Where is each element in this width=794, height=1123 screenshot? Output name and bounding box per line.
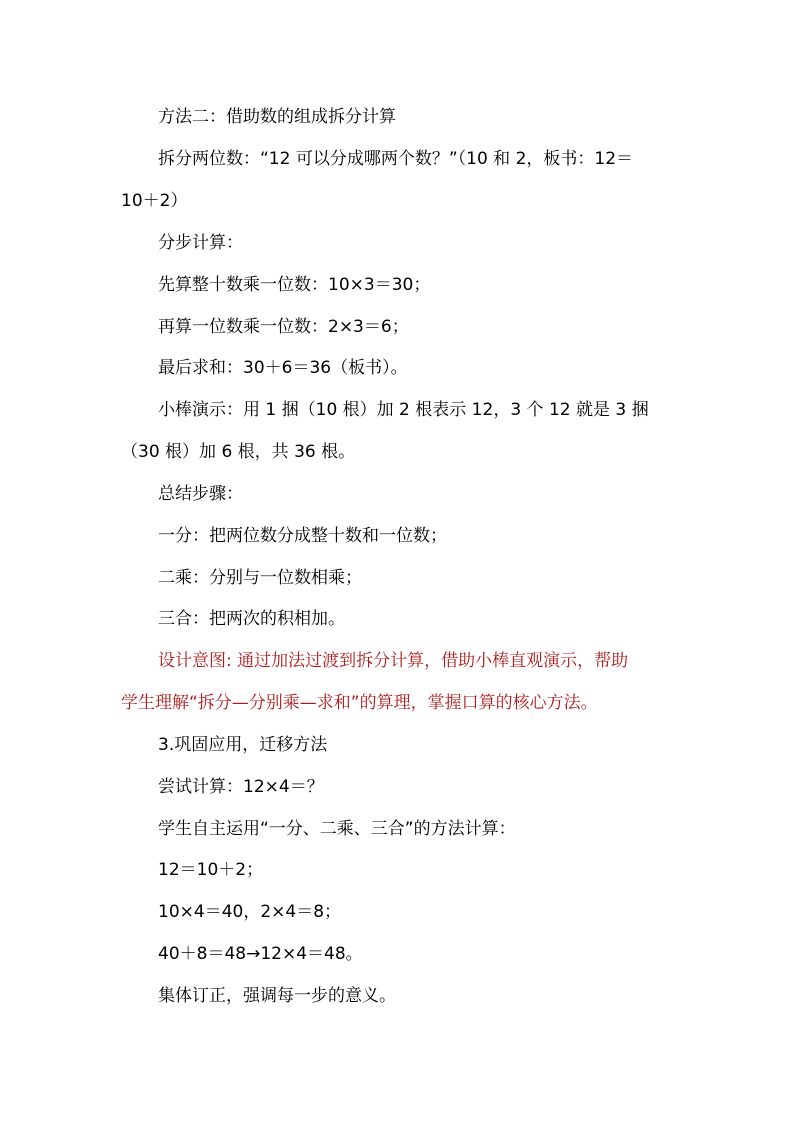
method-two-heading: 方法二：借助数的组成拆分计算 xyxy=(158,107,396,127)
split-two-digit-line: 拆分两位数：“12 可以分成哪两个数？”（10 和 2，板书：12＝ xyxy=(158,149,634,169)
design-intent-continuation: 学生理解“拆分—分别乘—求和”的算理，掌握口算的核心方法。 xyxy=(121,693,598,713)
student-method-line: 学生自主运用“一分、二乘、三合”的方法计算： xyxy=(158,819,516,839)
multiply-equations: 10×4＝40，2×4＝8； xyxy=(158,902,342,922)
summary-step-combine: 三合：把两次的积相加。 xyxy=(158,609,345,629)
summary-step-multiply: 二乘：分别与一位数相乘； xyxy=(158,568,362,588)
stick-demo-continuation: （30 根）加 6 根，共 36 根。 xyxy=(121,442,356,462)
split-two-digit-continuation: 10＋2） xyxy=(121,191,188,211)
split-equation: 12＝10＋2； xyxy=(158,860,264,880)
step-tens-times-ones: 先算整十数乘一位数：10×3＝30； xyxy=(158,275,431,295)
design-intent-line: 设计意图: 通过加法过渡到拆分计算，借助小棒直观演示，帮助 xyxy=(158,651,629,671)
step-sum: 最后求和：30＋6＝36（板书）。 xyxy=(158,358,408,378)
summary-step-split: 一分：把两位数分成整十数和一位数； xyxy=(158,526,447,546)
stick-demo-line: 小棒演示：用 1 捆（10 根）加 2 根表示 12，3 个 12 就是 3 捆 xyxy=(158,400,649,420)
section-three-heading: 3.巩固应用，迁移方法 xyxy=(158,735,328,755)
try-calculation-line: 尝试计算：12×4＝？ xyxy=(158,777,324,797)
group-correction-line: 集体订正，强调每一步的意义。 xyxy=(158,986,396,1006)
summary-steps-heading: 总结步骤： xyxy=(158,484,243,504)
sum-equation: 40＋8＝48→12×4＝48。 xyxy=(158,944,363,964)
step-ones-times-ones: 再算一位数乘一位数：2×3＝6； xyxy=(158,317,409,337)
step-calculation-heading: 分步计算： xyxy=(158,233,243,253)
